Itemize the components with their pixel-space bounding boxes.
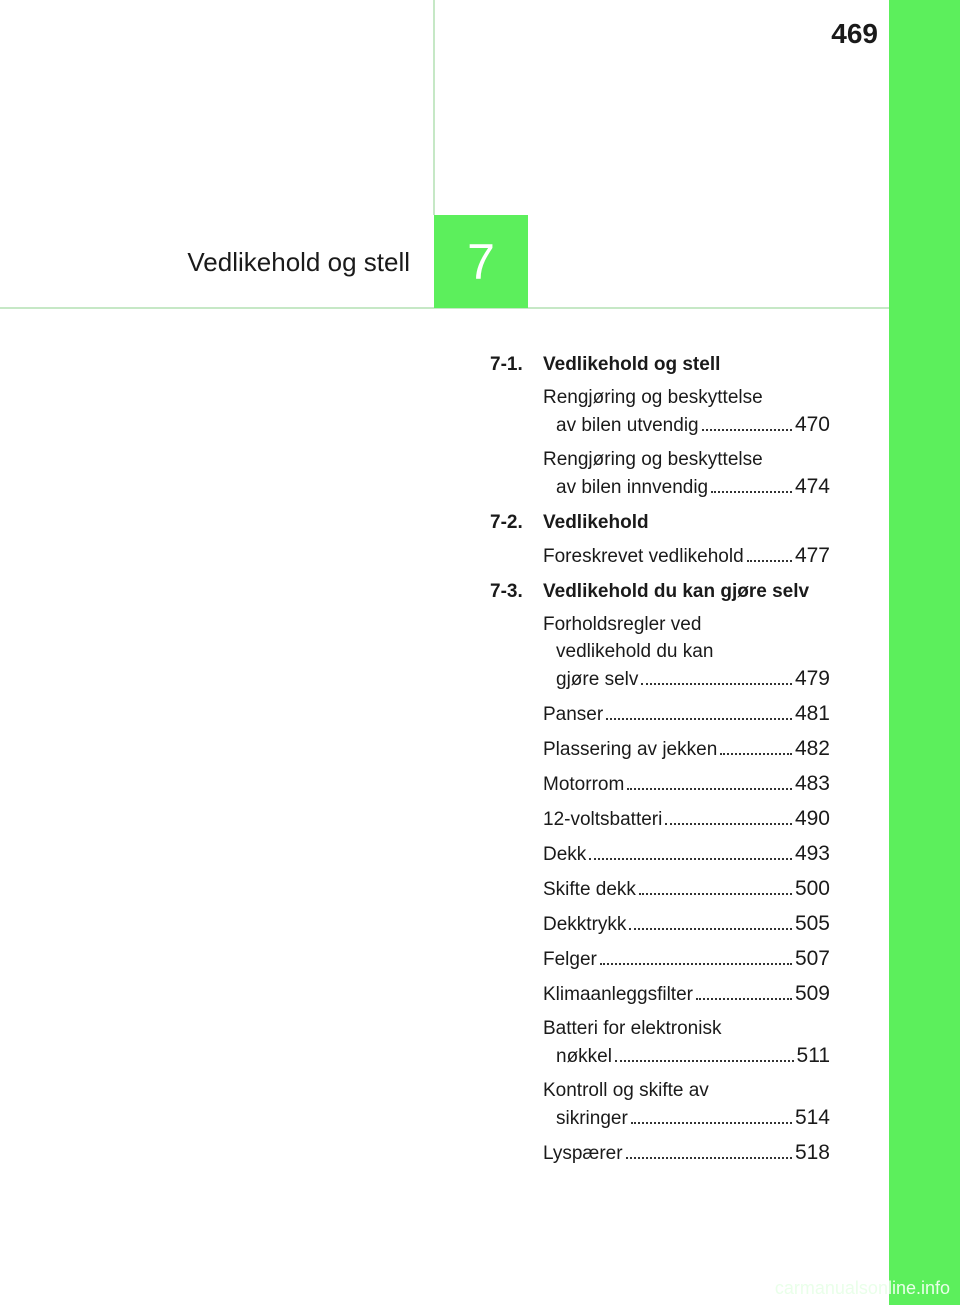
dot-leader xyxy=(626,1157,792,1159)
section-title: Vedlikehold du kan gjøre selv xyxy=(543,581,810,602)
toc-page-number: 518 xyxy=(794,1141,830,1164)
toc-entry-row xyxy=(543,1104,830,1132)
toc-entry[interactable] xyxy=(543,735,830,763)
toc-entry[interactable] xyxy=(543,1139,830,1167)
toc-entry-row xyxy=(543,665,830,693)
vertical-rule xyxy=(433,0,435,215)
toc-entry[interactable] xyxy=(543,770,830,798)
toc-entry-text: Lyspærer xyxy=(543,1143,623,1164)
toc-page-number: 470 xyxy=(794,413,830,436)
dot-leader xyxy=(696,998,792,1000)
dot-leader xyxy=(631,1122,792,1124)
dot-leader xyxy=(665,823,792,825)
toc-entry-text: vedlikehold du kan xyxy=(556,641,714,662)
chapter-number: 7 xyxy=(467,233,495,290)
dot-leader xyxy=(627,788,792,790)
dot-leader xyxy=(641,683,792,685)
toc-entry-text: Felger xyxy=(543,949,597,970)
section-number: 7-1. xyxy=(490,354,523,375)
toc-entry-text: nøkkel xyxy=(556,1046,612,1067)
toc-page-number: 474 xyxy=(794,475,830,498)
toc-entry-text: Foreskrevet vedlikehold xyxy=(543,546,744,567)
dot-leader xyxy=(589,858,792,860)
section-number: 7-2. xyxy=(490,512,523,533)
dot-leader xyxy=(600,963,792,965)
toc-page-number: 505 xyxy=(794,912,830,935)
toc-entry[interactable] xyxy=(543,910,830,938)
toc-entry-text: Motorrom xyxy=(543,774,625,795)
toc-entry[interactable] xyxy=(543,384,830,439)
toc-section-heading xyxy=(490,508,830,538)
dot-leader xyxy=(606,718,792,720)
toc-page-number: 481 xyxy=(794,702,830,725)
toc-entry-text: Batteri for elektronisk xyxy=(543,1018,722,1039)
toc-entry-row xyxy=(543,910,830,938)
toc-entry[interactable] xyxy=(543,1015,830,1070)
toc-entry-text: 12-voltsbatteri xyxy=(543,809,663,830)
toc-entry-text: gjøre selv xyxy=(556,669,639,690)
toc-entry[interactable] xyxy=(543,700,830,728)
toc-entry-row xyxy=(543,805,830,833)
dot-leader xyxy=(615,1060,794,1062)
toc-entry[interactable] xyxy=(543,840,830,868)
toc-entry-text: av bilen utvendig xyxy=(556,415,699,436)
toc-entry[interactable] xyxy=(543,875,830,903)
toc-entry-text: Dekktrykk xyxy=(543,914,627,935)
toc-entry-row xyxy=(543,473,830,501)
toc-entry[interactable] xyxy=(543,945,830,973)
toc-page-number: 479 xyxy=(794,667,830,690)
toc-entry-text: Dekk xyxy=(543,844,587,865)
dot-leader xyxy=(720,753,792,755)
section-number: 7-3. xyxy=(490,581,523,602)
section-title: Vedlikehold xyxy=(543,512,649,533)
toc-entry-text: Klimaanleggsfilter xyxy=(543,984,693,1005)
dot-leader xyxy=(639,893,792,895)
toc-entry-text: sikringer xyxy=(556,1108,628,1129)
dot-leader xyxy=(702,429,792,431)
toc-entry-row xyxy=(543,840,830,868)
toc-entry-row xyxy=(543,735,830,763)
toc-entry[interactable] xyxy=(543,1077,830,1132)
toc-page-number: 477 xyxy=(794,544,830,567)
toc-page-number: 490 xyxy=(794,807,830,830)
toc-page-number: 507 xyxy=(794,947,830,970)
toc-entry-row xyxy=(543,875,830,903)
toc-entry-text: Rengjøring og beskyttelse xyxy=(543,449,763,470)
toc-entry-text: av bilen innvendig xyxy=(556,477,709,498)
toc-entry-text: Forholdsregler ved xyxy=(543,614,702,635)
toc-entry-text: Skifte dekk xyxy=(543,879,636,900)
side-tab-bar xyxy=(889,0,960,1305)
toc-page-number: 483 xyxy=(794,772,830,795)
watermark: carmanualsonline.info xyxy=(774,1278,950,1298)
toc-entry-text: Panser xyxy=(543,704,604,725)
toc-entry[interactable] xyxy=(543,542,830,570)
toc-page-number: 514 xyxy=(794,1106,830,1129)
table-of-contents xyxy=(490,350,830,1174)
toc-entry-row xyxy=(543,1042,830,1070)
chapter-title: Vedlikehold og stell xyxy=(187,247,410,277)
toc-page-number: 493 xyxy=(794,842,830,865)
page-number: 469 xyxy=(831,18,878,49)
toc-entry-text: Plassering av jekken xyxy=(543,739,718,760)
toc-entry[interactable] xyxy=(543,611,830,693)
toc-entry-row xyxy=(543,700,830,728)
section-title: Vedlikehold og stell xyxy=(543,354,721,375)
chapter-number-box xyxy=(434,215,528,308)
toc-section-heading xyxy=(490,577,830,607)
toc-entry-row xyxy=(543,1139,830,1167)
toc-entry-row xyxy=(543,770,830,798)
dot-leader xyxy=(747,560,792,562)
toc-page-number: 509 xyxy=(794,982,830,1005)
toc-page-number: 482 xyxy=(794,737,830,760)
dot-leader xyxy=(711,491,792,493)
toc-entry-row xyxy=(543,945,830,973)
toc-entry-row xyxy=(543,542,830,570)
toc-entry-row xyxy=(543,980,830,1008)
toc-entry-row xyxy=(543,411,830,439)
dot-leader xyxy=(629,928,792,930)
toc-entry-text: Rengjøring og beskyttelse xyxy=(543,387,763,408)
toc-section-heading xyxy=(490,350,830,380)
toc-entry-text: Kontroll og skifte av xyxy=(543,1080,709,1101)
toc-page-number: 511 xyxy=(796,1044,830,1067)
toc-page-number: 500 xyxy=(794,877,830,900)
toc-entry[interactable] xyxy=(543,980,830,1008)
toc-entry[interactable] xyxy=(543,446,830,501)
toc-entry[interactable] xyxy=(543,805,830,833)
